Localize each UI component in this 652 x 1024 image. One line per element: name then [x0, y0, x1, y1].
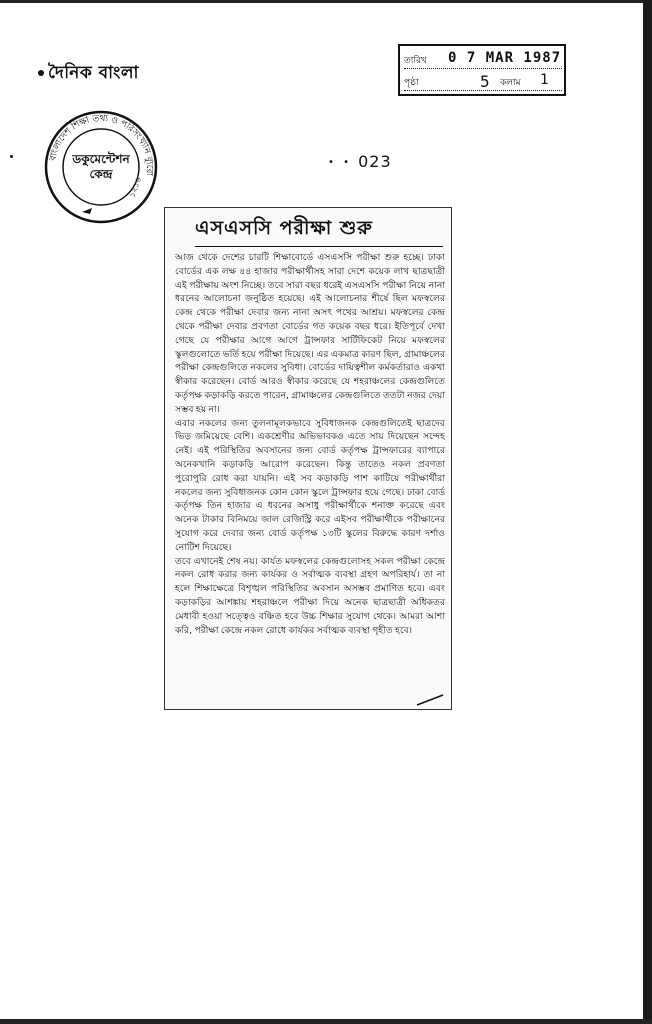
date-row	[404, 50, 562, 69]
column-label: কলাম	[500, 78, 521, 88]
seal-center-text	[42, 152, 160, 182]
scan-bottom-edge	[0, 1019, 652, 1024]
scan-top-edge	[0, 0, 652, 3]
date-stamp	[398, 44, 566, 96]
page-column-row	[404, 72, 562, 91]
article-body	[175, 251, 445, 637]
article-paragraph: তবে এখানেই শেষ নয়। কার্যত মফস্বলের কেন্দ্রগুলোসহ সকল পরীক্ষা কেন্দ্রে নকল রোধ করার জন্য কার্যকর ও সর্বাত্মক ব্যবস্থা গ্রহণ অপরিহার্য। তা না হলে শিক্ষাক্ষেত্রে বিশৃঙ্খল পরিস্থিতির অবসান অসম্ভব প্রমাণিত হবে। এবং কড়াকড়ির আশঙ্কায় শহরাঞ্চলে পরীক্ষা দিয়ে অনেক ছাত্রছাত্রী অধিকতর মেধাবী হওয়া সত্ত্বেও বঞ্চিত হবে উচ্চ শিক্ষার সুযোগ থেকে। আমরা আশা করি, পরীক্ষা কেন্দ্রে নকল রোধে কার্যকর সর্বাত্মক ব্যবস্থা গৃহীত হবে।	[175, 555, 445, 636]
bullet-mark	[38, 70, 44, 76]
page-value: 5	[480, 72, 490, 91]
seal-ring-text: বাংলাদেশ শিক্ষা তথ্য ও পরিসংখ্যান ব্যুরো	[48, 113, 155, 177]
date-value: 0 7 MAR 1987	[448, 50, 562, 66]
article-paragraph: আজ থেকে দেশের চারটি শিক্ষাবোর্ডে এসএসসি পরীক্ষা শুরু হচ্ছে। ঢাকা বোর্ডের এক লক্ষ ৪৪ হাজার পরীক্ষার্থীসহ সারা দেশে কয়েক লাখ ছাত্রছাত্রী এই পরীক্ষায় অংশ নিচ্ছে। তবে সারা বছর ধরেই এসএসসি পরীক্ষা নিয়ে নানা ধরনের আলোচনা জনুষ্ঠিত হয়েছে। এই আলোচনার শীর্ষে ছিল মফস্বলের কেন্দ্র থেকে পরীক্ষা দেবার জন্য নানা অসৎ পথের আশ্রয়। মফস্বলের কেন্দ্র থেকে পরীক্ষা দেবার প্রবণতা বোর্ডের গত কয়েক বছর ধরে। ইতিপূর্বে দেখা গেছে যে পরীক্ষার আগে আগে ট্রান্সফার সার্টিফিকেট নিয়ে মফস্বলের স্কুলগুলোতে ভর্তি হয়ে পরীক্ষা দিয়েছে। এর একমাত্র কারণ ছিল, গ্রামাঞ্চলের পরীক্ষা কেন্দ্রগুলিতে নকলের সুবিধা। বোর্ডের দায়িত্বশীল কর্মকর্তারাও একথা স্বীকার করেছেন। বোর্ড আরও স্বীকার করেছে যে শহরাঞ্চলের কেন্দ্রগুলিতে কর্তৃপক্ষ কড়াকড়ি করতে পারেন, গ্রামাঞ্চলের কেন্দ্রগুলিতে ততটা নজর দেয়া সম্ভব হয় না।	[175, 252, 445, 415]
seal-number: ১২১৬	[127, 176, 143, 199]
documentation-center-seal	[42, 108, 160, 226]
seal-arrow-mark	[82, 208, 92, 214]
clip-corner-mark	[415, 693, 445, 707]
article-headline: এসএসসি পরীক্ষা শুরু	[195, 214, 443, 247]
dots-mark: • •	[328, 157, 352, 168]
document-number-value: 023	[358, 152, 392, 171]
margin-dot	[10, 155, 13, 158]
document-number	[328, 152, 392, 171]
date-label: তারিখ	[404, 56, 427, 66]
page-label: পৃষ্ঠা	[404, 78, 419, 88]
newspaper-name: দৈনিক বাংলা	[48, 63, 139, 83]
seal-center-line2: কেন্দ্র	[89, 167, 113, 181]
article-paragraph: এবার নকলের জন্য তুলনামূলকভাবে সুবিধাজনক কেন্দ্রগুলিতেই ছাত্রদের ভিড় জমিয়েছে বেশি। একশ্রেণীর অভিভাবকও এতে সায় দিয়েছেন সন্দেহ নেই। এই পরিস্থিতির অবসানের জন্য বোর্ড কর্তৃপক্ষ ট্রান্সফারের ব্যাপারে অনেকখানি কড়াকড়ি আরোপ করেছেন। কিন্তু তাতেও নকল প্রবণতা পুরোপুরি রোধ করা যায়নি। এই সব কড়াকড়ি পাশ কাটিয়ে পরীক্ষার্থীরা নকলের জন্য সুবিধাজনক কোন কোন স্কুলে ট্রান্সফার হয়ে গেছে। ঢাকা বোর্ড কর্তৃপক্ষ তিন হাজার এ ধরনের অসাধু পরীক্ষার্থীকে শনাক্ত করেছে এবং অনেক টাকার বিনিময়ে জাল রেজিস্ট্রি করে এইসব পরীক্ষার্থীকে পরীক্ষানের সুযোগ করে দেবার জন্য বোর্ড কর্তৃপক্ষ ১৩টি স্কুলের বিরুদ্ধে কারণ দর্শাও নোটিশ দিয়েছে।	[175, 417, 445, 553]
scan-right-edge	[643, 0, 652, 1024]
newspaper-clipping	[164, 207, 452, 710]
seal-center-line1: ডকুমেন্টেশন	[72, 152, 130, 166]
column-value: 1	[540, 72, 549, 88]
